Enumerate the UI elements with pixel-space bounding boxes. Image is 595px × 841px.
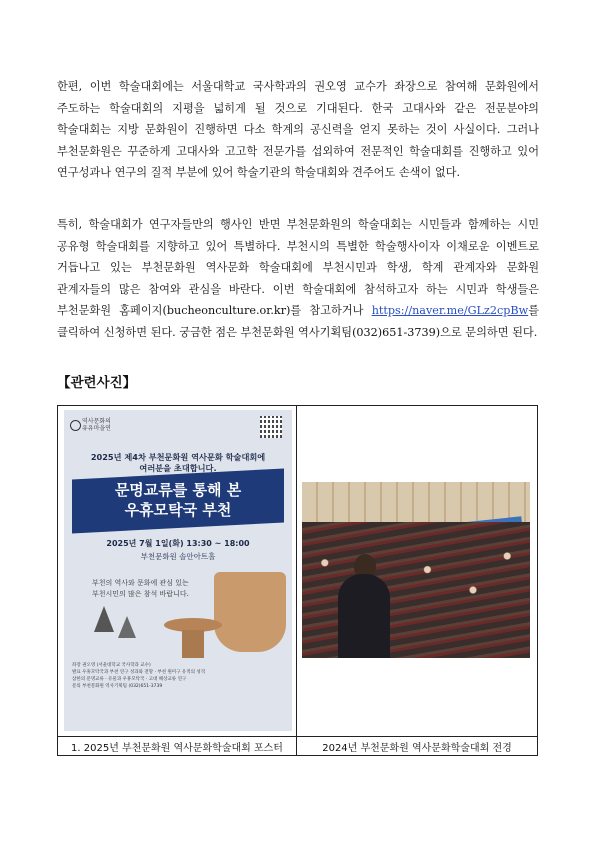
photo-table [57,405,538,756]
conference-photo [302,482,530,658]
apply-link[interactable]: https://naver.me/GLz2cpBw [371,304,529,318]
logo-icon [70,420,81,431]
poster-cell [58,406,297,737]
ship-icon [94,606,114,632]
pottery-image [214,572,286,652]
section-title: 【관련사진】 [57,375,137,391]
poster-details: 좌장 권오영 (서울대학교 국사학과 교수) 발표 우휴모탁국과 부천 연구 성과와 전망 · 부천 원미구 유적의 성격 삼한의 문명교류 · 유물과 우휴모탁국 · 고대 해상교류 연구 문의 부천문화원 역사기획팀 (032)651-3739 [72,663,206,689]
poster-logo-text: 역사문화의 유유마을연 [82,418,111,432]
speaker [338,574,390,658]
paragraph-1: 한편, 이번 학술대회에는 서울대학교 국사학과의 권오영 교수가 좌장으로 참여해 문화원에서 주도하는 학술대회의 지평을 넓히게 될 것으로 기대된다. 한국 고대사와 같은 전문분야의 학술대회는 지방 문화원이 진행하면 다소 학계의 공신력을 얻지 못하는 것이 사실이다. 그러나 부천문화원은 꾸준하게 고대사와 고고학 전문가를 섭외하여 전문적인 학술대회를 진행하고 있어 연구성과나 연구의 질적 부분에 있어 학술기관의 학술대회와 견주어도 손색이 없다. [57,80,539,180]
photo-cell [297,406,538,737]
poster-image [64,410,292,731]
poster-banner-text: 문명교류를 통해 본 우휴모탁국 부천 [114,481,242,519]
caption-photo: 2024년 부천문화원 역사문화학술대회 전경 [297,737,538,756]
ship-icon [118,616,136,638]
poster-invite: 부천의 역사와 문화에 관심 있는 부천시민의 많은 참석 바랍니다. [92,579,189,598]
audience [302,522,530,658]
caption-poster: 1. 2025년 부천문화원 역사문화학술대회 포스터 [58,737,297,756]
poster-date: 2025년 7월 1일(화) 13:30 ~ 18:00 [106,539,250,548]
paragraph-2-text: 특히, 학술대회가 연구자들만의 행사인 반면 부천문화원의 학술대회는 시민들과 함께하는 시민 공유형 학술대회를 지향하고 있어 특별하다. 부천시의 특별한 학술행사이자 이채로운 이벤트로 거듭나고 있는 부천문화원 역사문화 학술대회에 부천시민과 학생, 학계 관계자와 문화원 관계자들의 많은 참여와 관심을 바란다. 이번 학술대회에 참석하고자 하는 시민과 학생들은 부천문화원 홈페이지(bucheonculture.or.kr)를 참고하거나 [57,218,539,318]
paragraph-2 [57,214,539,344]
poster-title: 2025년 제4차 부천문화원 역사문화 학술대회에 여러분을 초대합니다. [90,452,266,473]
poster-venue: 부천문화원 솔안아트홀 [140,552,216,561]
paragraph-2-tail: 를 클릭하여 신청하면 된다. 궁금한 점은 부천문화원 역사기획팀(032)651-3739)으로 문의하면 된다. [57,304,539,339]
